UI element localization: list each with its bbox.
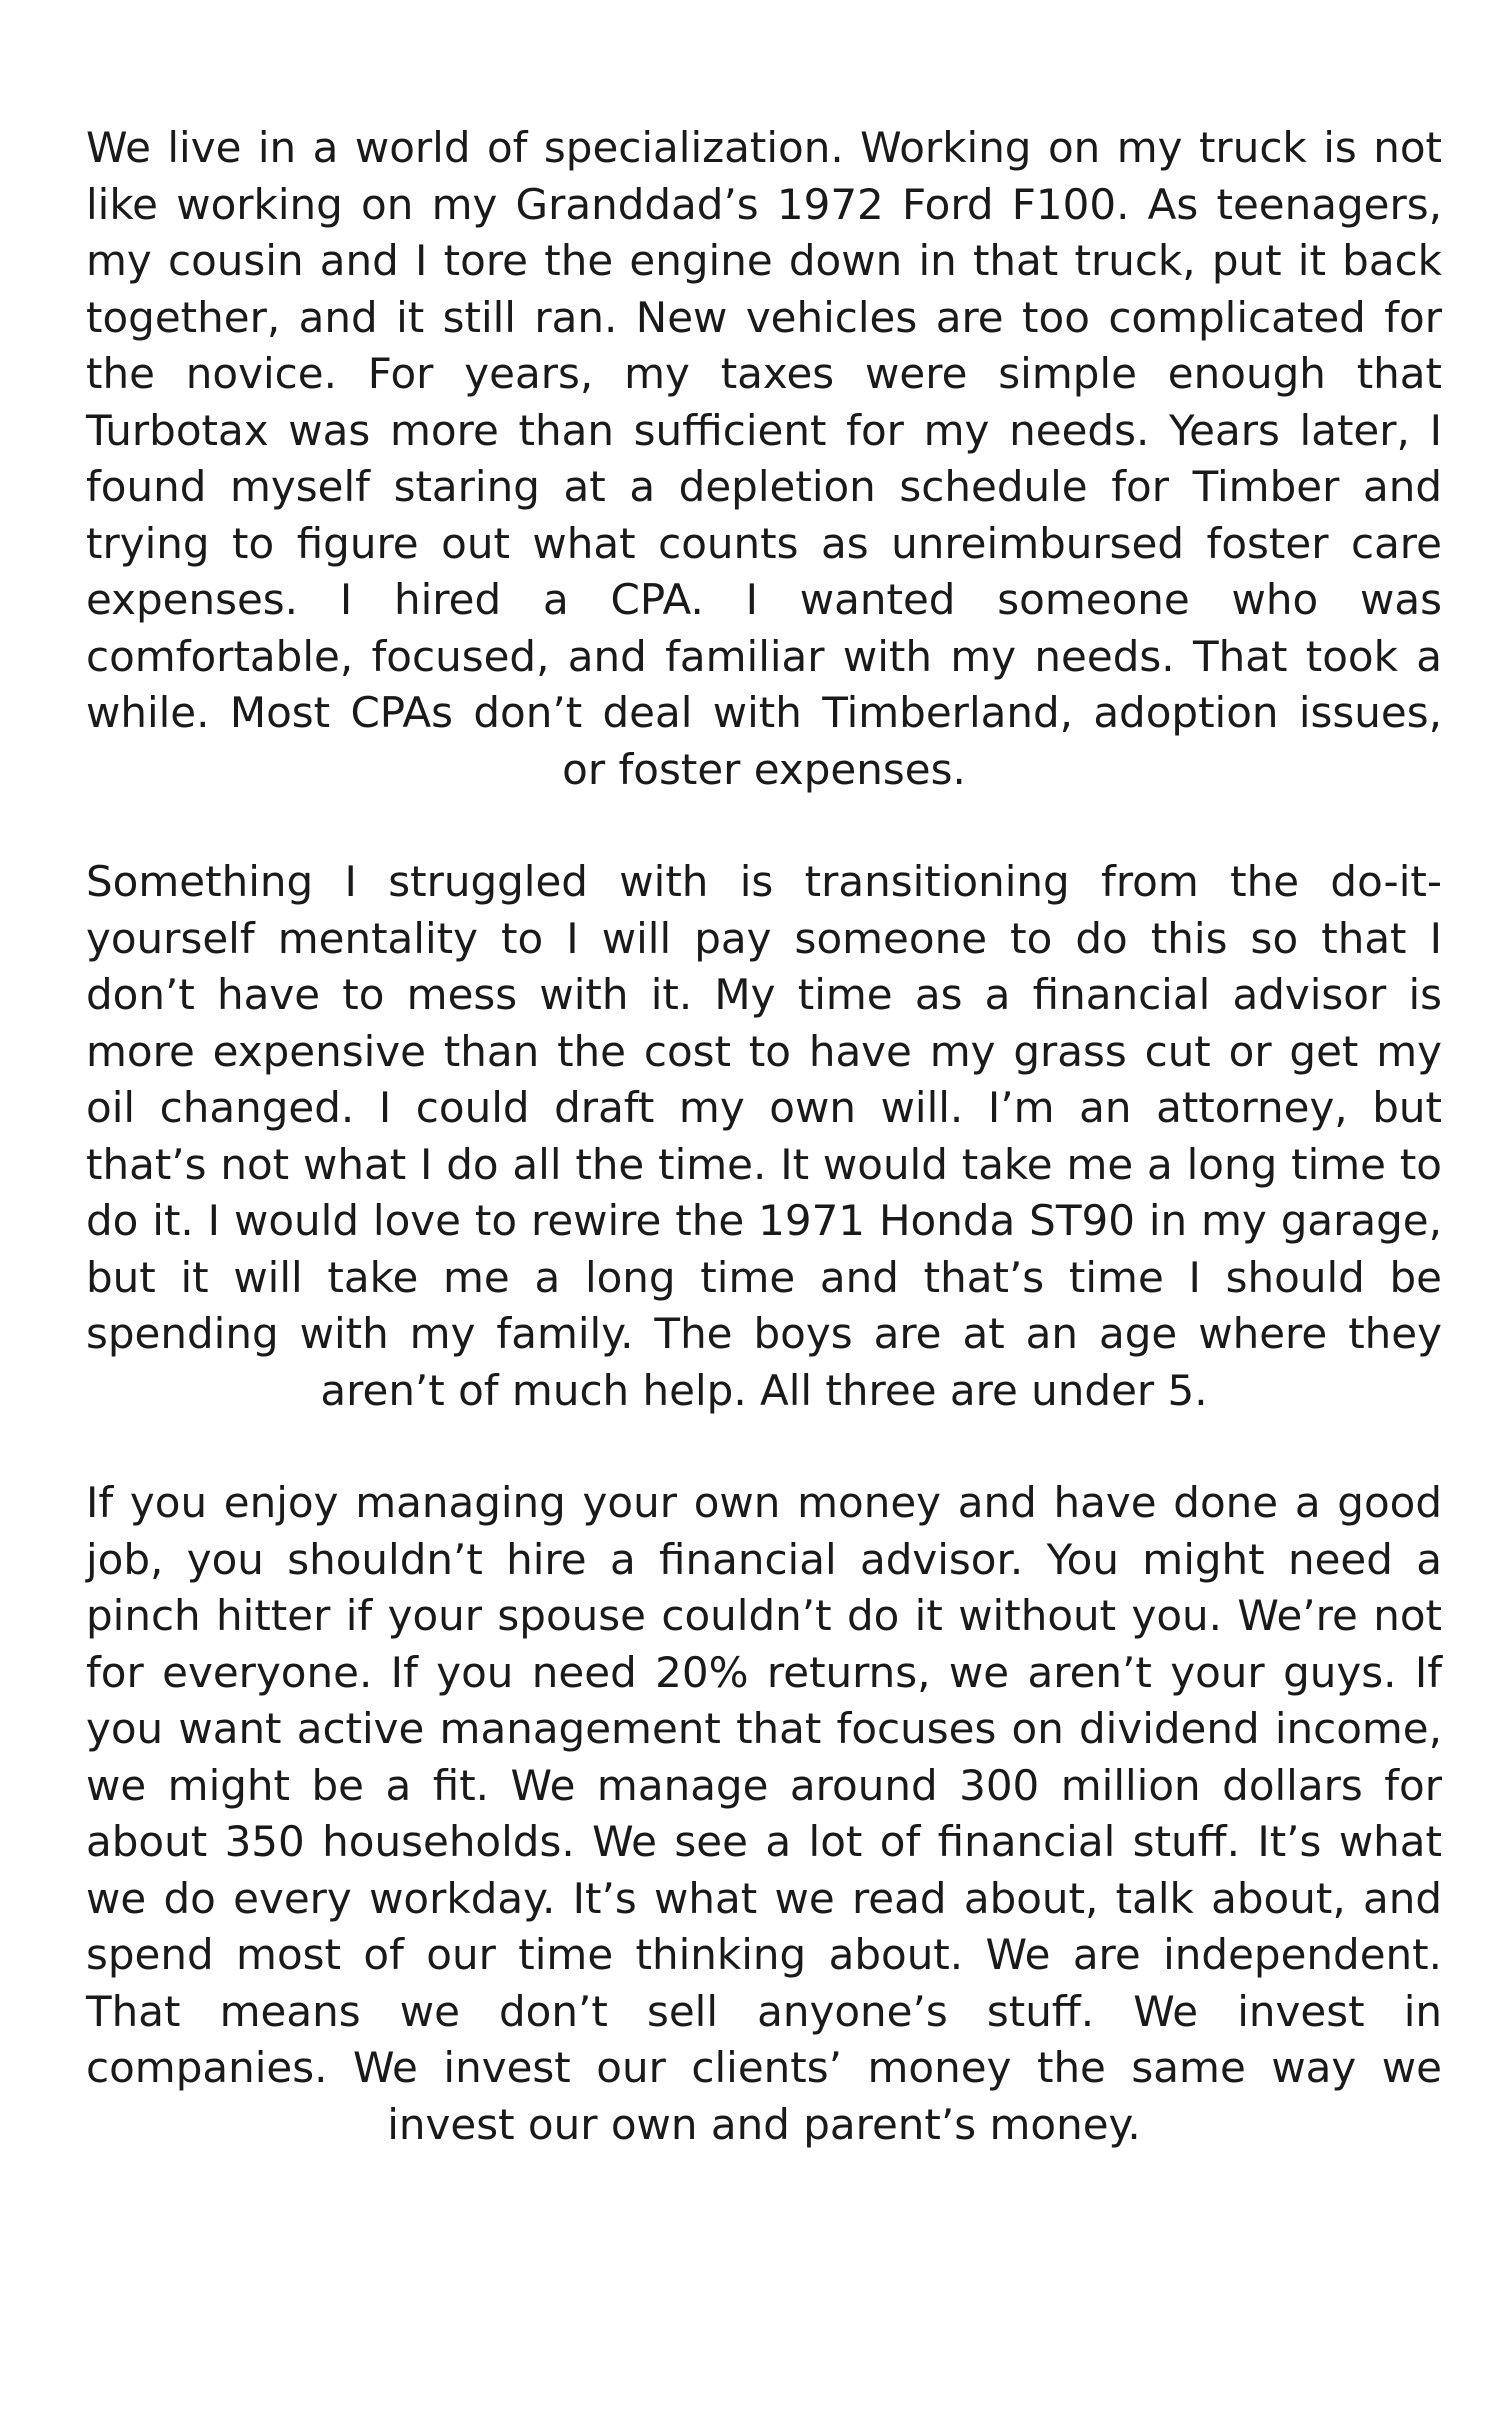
- body-text: [86, 120, 1442, 2153]
- paragraph-financial-advisor: If you enjoy managing your own money and have done a good job, you shouldn’t hire a financial advisor. You might need a pinch hitter if your spouse couldn’t do it without you. We’re not for everyone. If you need 20% returns, we aren’t your guys. If you want active management that focuses on dividend income, we might be a fit. We manage around 300 million dollars for about 350 households. We see a lot of financial stuff. It’s what we do every workday. It’s what we read about, talk about, and spend most of our time thinking about. We are independent. That means we don’t sell anyone’s stuff. We invest in companies. We invest our clients’ money the same way we invest our own and parent’s money.: [86, 1478, 1442, 2149]
- paragraph-do-it-yourself: Something I struggled with is transitioning from the do-it-yourself mentality to I will pay someone to do this so that I don’t have to mess with it. My time as a financial advisor is more expensive than the cost to have my grass cut or get my oil changed. I could draft my own will. I’m an attorney, but that’s not what I do all the time. It would take me a long time to do it. I would love to rewire the 1971 Honda ST90 in my garage, but it will take me a long time and that’s time I should be spending with my family. The boys are at an age where they aren’t of much help. All three are under 5.: [86, 857, 1442, 1415]
- paragraph-specialization: We live in a world of specialization. Working on my truck is not like working on my Granddad’s 1972 Ford F100. As teenagers, my cousin and I tore the engine down in that truck, put it back together, and it still ran. New vehicles are too complicated for the novice. For years, my taxes were simple enough that Turbotax was more than sufficient for my needs. Years later, I found myself staring at a depletion schedule for Timber and trying to figure out what counts as unreimbursed foster care expenses. I hired a CPA. I wanted someone who was comfortable, focused, and familiar with my needs. That took a while. Most CPAs don’t deal with Timberland, adoption issues, or foster expenses.: [86, 123, 1442, 794]
